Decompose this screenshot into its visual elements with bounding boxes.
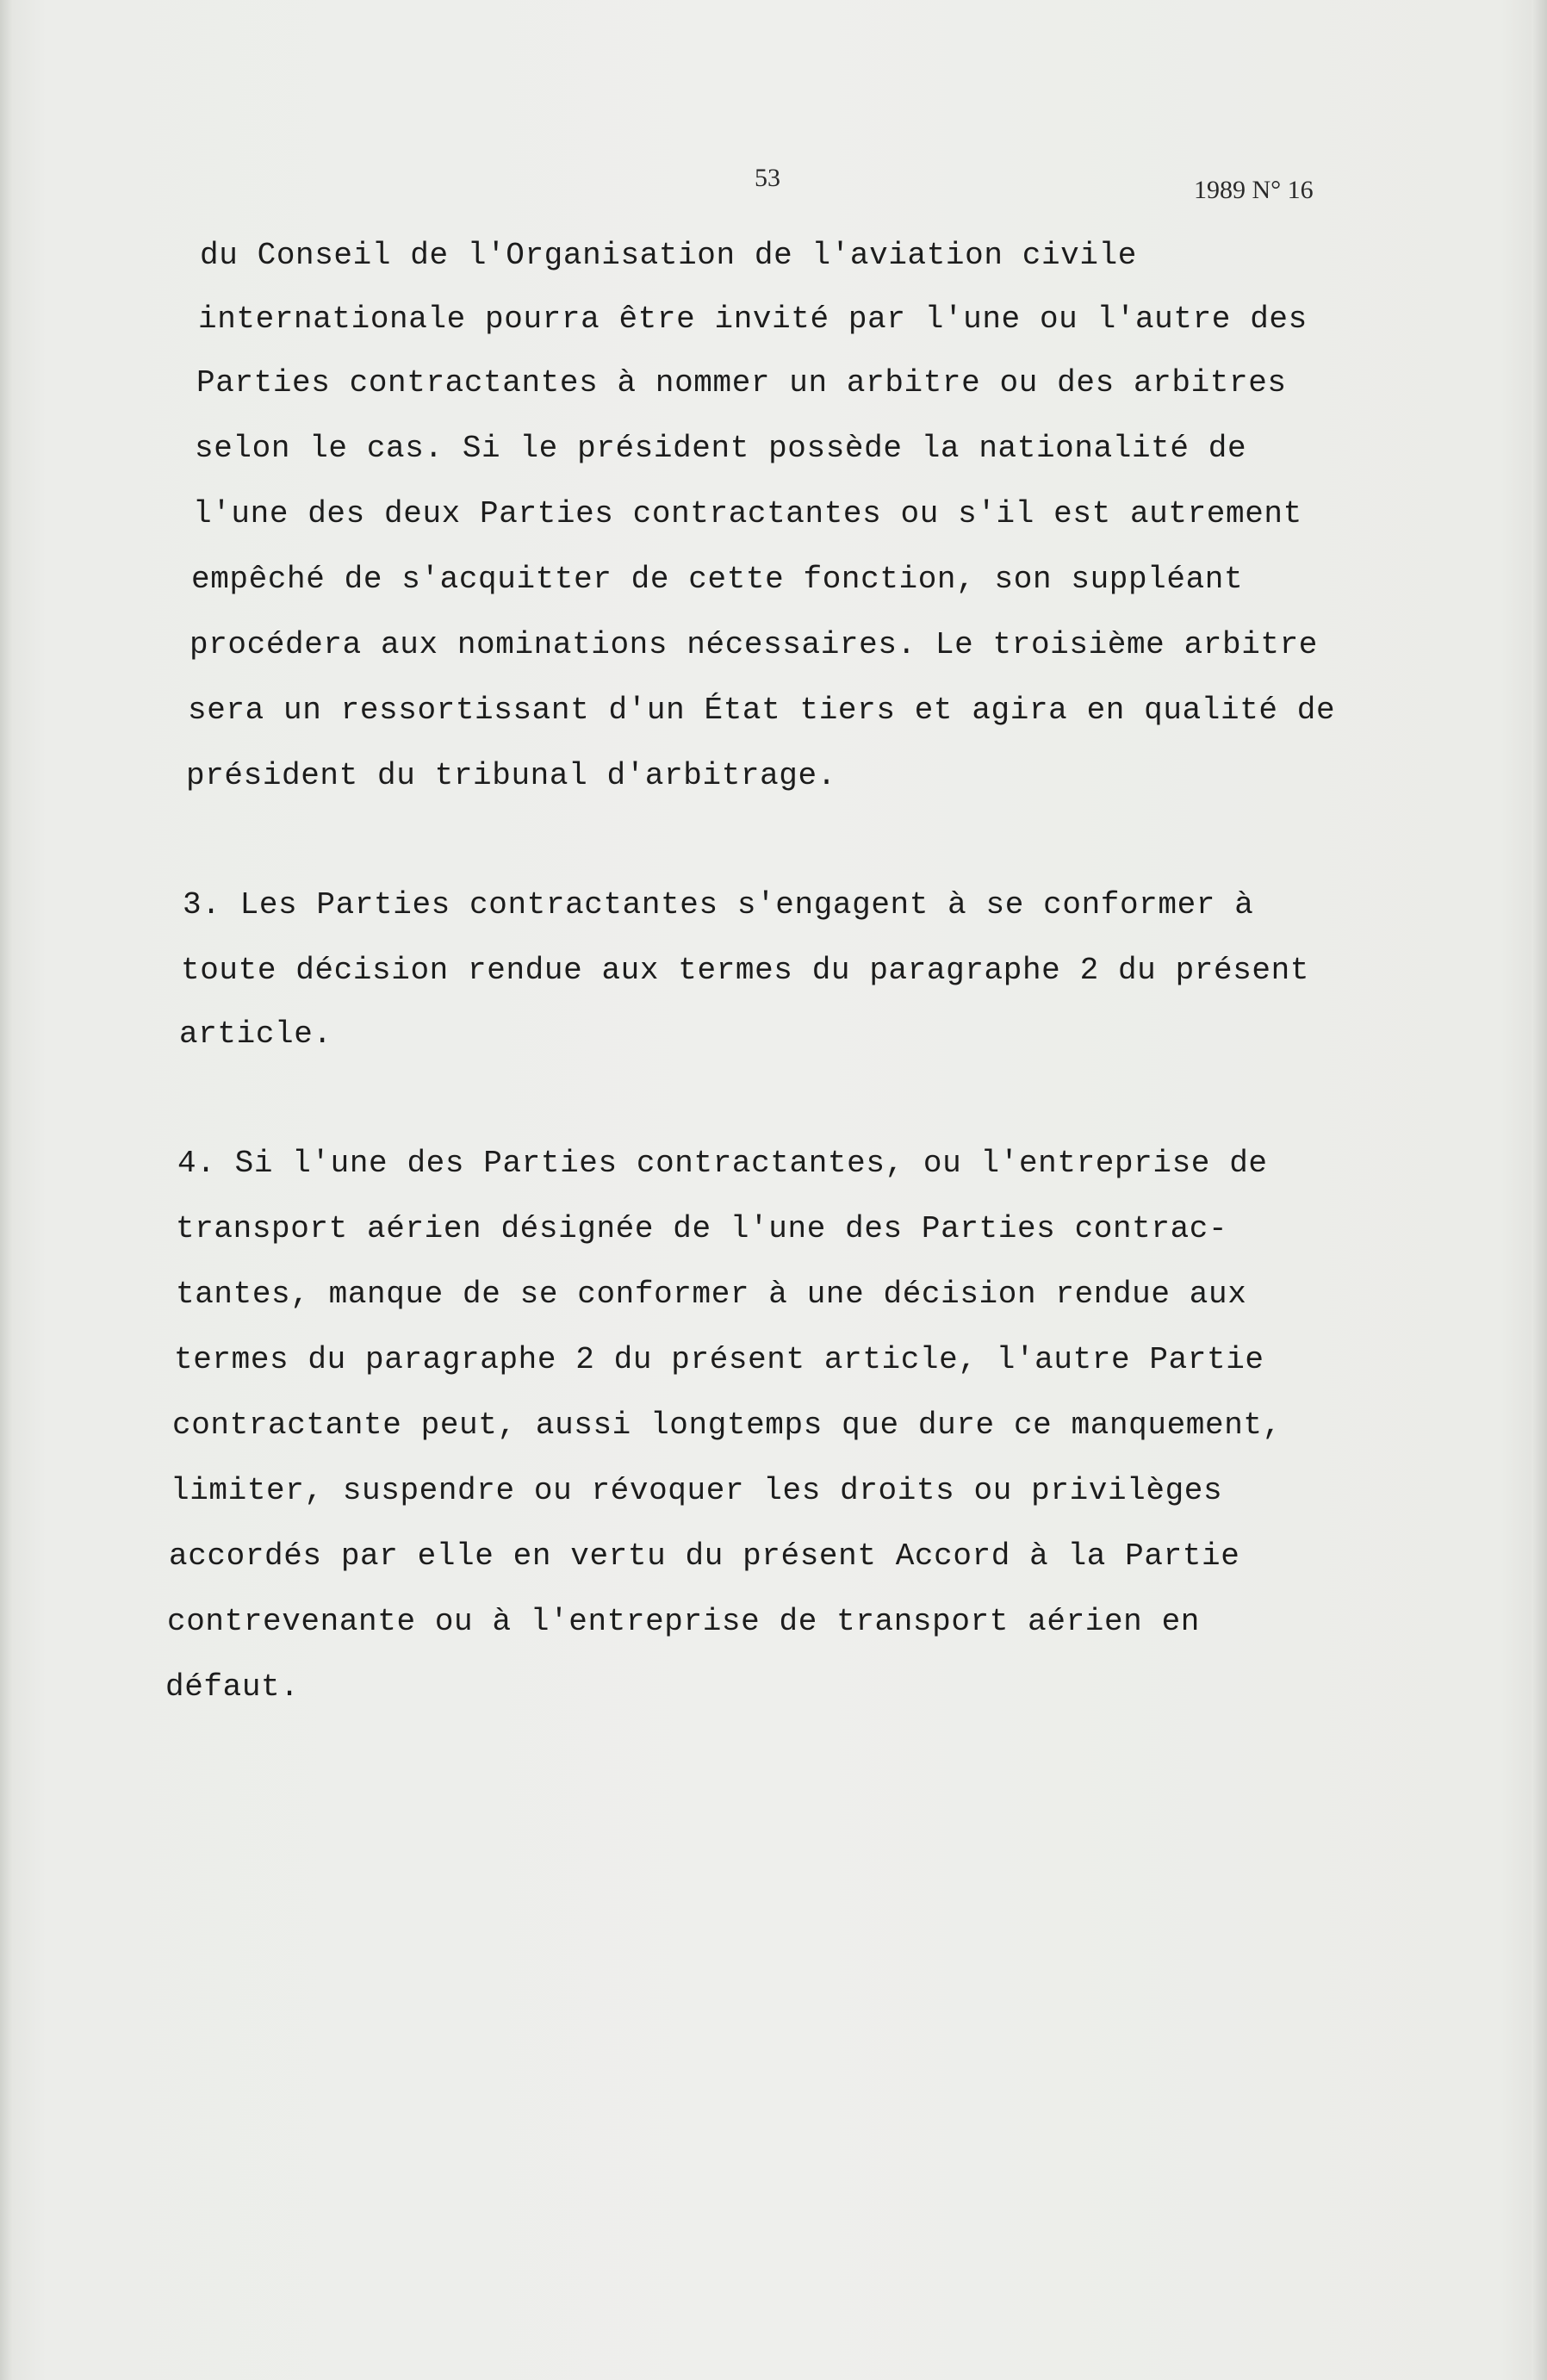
- paragraph-4-line: transport aérien désignée de l'une des Parties contrac-: [176, 1211, 1228, 1246]
- paragraph-4-line: accordés par elle en vertu du présent Accord à la Partie: [169, 1538, 1240, 1574]
- body-line: empêché de s'acquitter de cette fonction, son suppléant: [191, 562, 1244, 597]
- paragraph-4-line: termes du paragraphe 2 du présent article, l'autre Partie: [174, 1342, 1264, 1377]
- page-right-edge: [1531, 0, 1547, 2380]
- paragraph-4-line: limiter, suspendre ou révoquer les droits ou privilèges: [171, 1473, 1223, 1508]
- page-left-edge: [0, 0, 12, 2380]
- body-line: Parties contractantes à nommer un arbitre ou des arbitres: [196, 365, 1287, 401]
- body-line: du Conseil de l'Organisation de l'aviation civile: [200, 238, 1137, 273]
- paragraph-4-line: 4. Si l'une des Parties contractantes, ou l'entreprise de: [177, 1146, 1268, 1181]
- paragraph-4-line: contrevenante ou à l'entreprise de transport aérien en: [167, 1604, 1200, 1639]
- page-number: 53: [755, 164, 780, 192]
- body-line: procédera aux nominations nécessaires. Le troisième arbitre: [189, 627, 1319, 662]
- paragraph-4-line: tantes, manque de se conformer à une décision rendue aux: [176, 1277, 1247, 1312]
- paragraph-3-line: toute décision rendue aux termes du paragraphe 2 du présent: [181, 953, 1310, 988]
- body-line: sera un ressortissant d'un État tiers et agira en qualité de: [188, 693, 1336, 728]
- body-line: l'une des deux Parties contractantes ou s'il est autrement: [193, 496, 1302, 531]
- body-line: président du tribunal d'arbitrage.: [186, 758, 836, 793]
- series-reference: 1989 N° 16: [1194, 176, 1314, 204]
- paragraph-4-line: défaut.: [165, 1669, 300, 1705]
- paragraph-4-line: contractante peut, aussi longtemps que dure ce manquement,: [172, 1407, 1282, 1443]
- paragraph-3-line: article.: [179, 1016, 332, 1052]
- body-line: internationale pourra être invité par l'une ou l'autre des: [198, 301, 1308, 337]
- body-line: selon le cas. Si le président possède la nationalité de: [195, 431, 1247, 466]
- paragraph-3-line: 3. Les Parties contractantes s'engagent à se conformer à: [183, 887, 1254, 923]
